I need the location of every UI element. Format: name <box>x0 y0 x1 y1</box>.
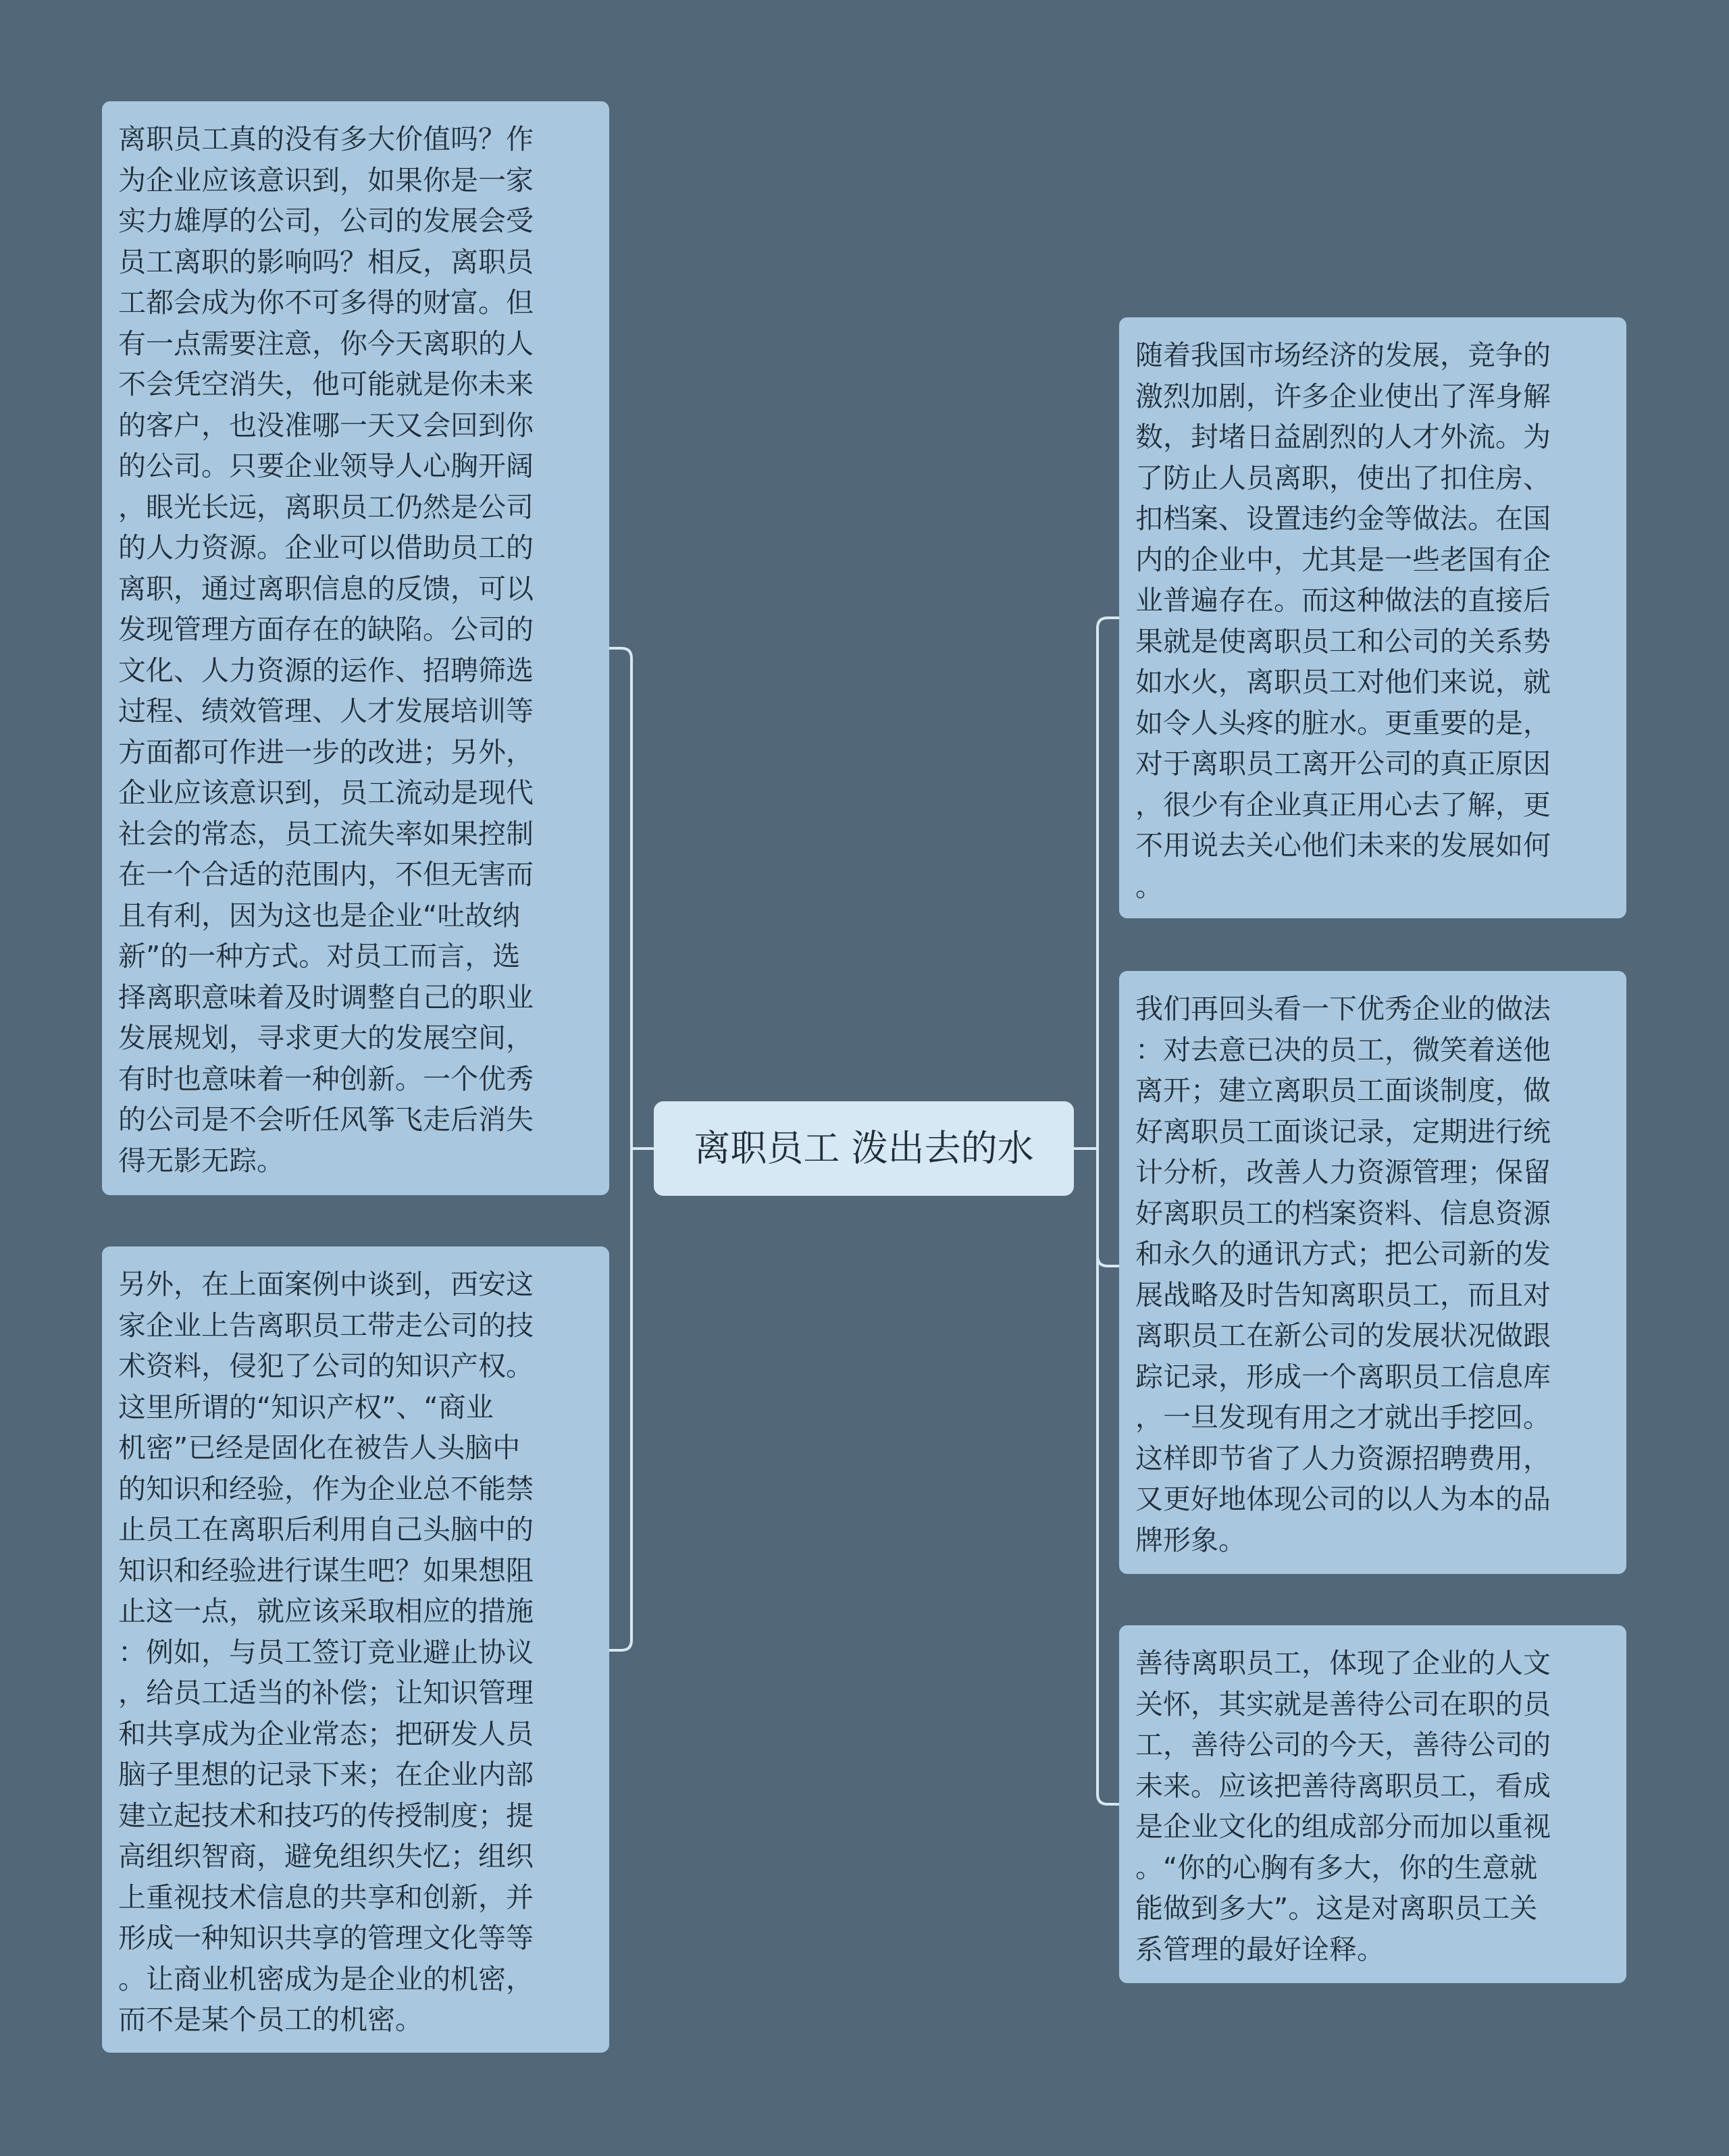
connector-to-node-4 <box>1098 1256 1119 1266</box>
topic-node-4: 我们再回头看一下优秀企业的做法 ：对去意已决的员工，微笑着送他 离开；建立离职员工面谈制度，做 好离职员工面谈记录，定期进行统 计分析，改善人力资源管理；保留 好离职员工的档案资料、信息资源 和永久的通讯方式；把公司新的发 展战略及时告知离职员工，而且对 离职员工在新公司的发展状况做跟 踪记录，形成一个离职员工信息库 ，一旦发现有用之才就出手挖回。 这样即节省了人力资源招聘费用， 又更好地体现公司的以人为本的品 牌形象。 <box>1119 971 1626 1574</box>
connector-to-node-1 <box>609 648 631 1650</box>
central-topic: 离职员工 泼出去的水 <box>654 1101 1074 1196</box>
topic-node-2: 另外，在上面案例中谈到，西安这 家企业上告离职员工带走公司的技 术资料，侵犯了公司的知识产权。 这里所谓的“知识产权”、“商业 机密”已经是固化在被告人头脑中 的知识和经验，作为企业总不能禁 止员工在离职后利用自己头脑中的 知识和经验进行谋生吧？如果想阻 止这一点，就应该采取相应的措施 ：例如，与员工签订竞业避止协议 ，给员工适当的补偿；让知识管理 和共享成为企业常态；把研发人员 脑子里想的记录下来；在企业内部 建立起技术和技巧的传授制度；提 高组织智商，避免组织失忆；组织 上重视技术信息的共享和创新，并 形成一种知识共享的管理文化等等 。让商业机密成为是企业的机密， 而不是某个员工的机密。 <box>102 1246 609 2053</box>
topic-node-5: 善待离职员工，体现了企业的人文 关怀，其实就是善待公司在职的员 工，善待公司的今天，善待公司的 未来。应该把善待离职员工，看成 是企业文化的组成部分而加以重视 。“你的心胸有多大，你的生意就 能做到多大”。这是对离职员工关 系管理的最好诠释。 <box>1119 1625 1626 1983</box>
topic-node-1: 离职员工真的没有多大价值吗？作 为企业应该意识到，如果你是一家 实力雄厚的公司，公司的发展会受 员工离职的影响吗？相反，离职员 工都会成为你不可多得的财富。但 有一点需要注意，你今天离职的人 不会凭空消失，他可能就是你未来 的客户，也没准哪一天又会回到你 的公司。只要企业领导人心胸开阔 ，眼光长远，离职员工仍然是公司 的人力资源。企业可以借助员工的 离职，通过离职信息的反馈，可以 发现管理方面存在的缺陷。公司的 文化、人力资源的运作、招聘筛选 过程、绩效管理、人才发展培训等 方面都可作进一步的改进；另外， 企业应该意识到，员工流动是现代 社会的常态，员工流失率如果控制 在一个合适的范围内，不但无害而 且有利，因为这也是企业“吐故纳 新”的一种方式。对员工而言，选 择离职意味着及时调整自己的职业 发展规划，寻求更大的发展空间， 有时也意味着一种创新。一个优秀 的公司是不会听任风筝飞走后消失 得无影无踪。 <box>102 101 609 1195</box>
topic-node-3: 随着我国市场经济的发展，竞争的 激烈加剧，许多企业使出了浑身解 数，封堵日益剧烈的人才外流。为 了防止人员离职，使出了扣住房、 扣档案、设置违约金等做法。在国 内的企业中，尤其是一些老国有企 业普遍存在。而这种做法的直接后 果就是使离职员工和公司的关系势 如水火，离职员工对他们来说，就 如令人头疼的脏水。更重要的是， 对于离职员工离开公司的真正原因 ，很少有企业真正用心去了解，更 不用说去关心他们未来的发展如何 。 <box>1119 317 1626 918</box>
connector-to-node-3 <box>1098 618 1119 1804</box>
